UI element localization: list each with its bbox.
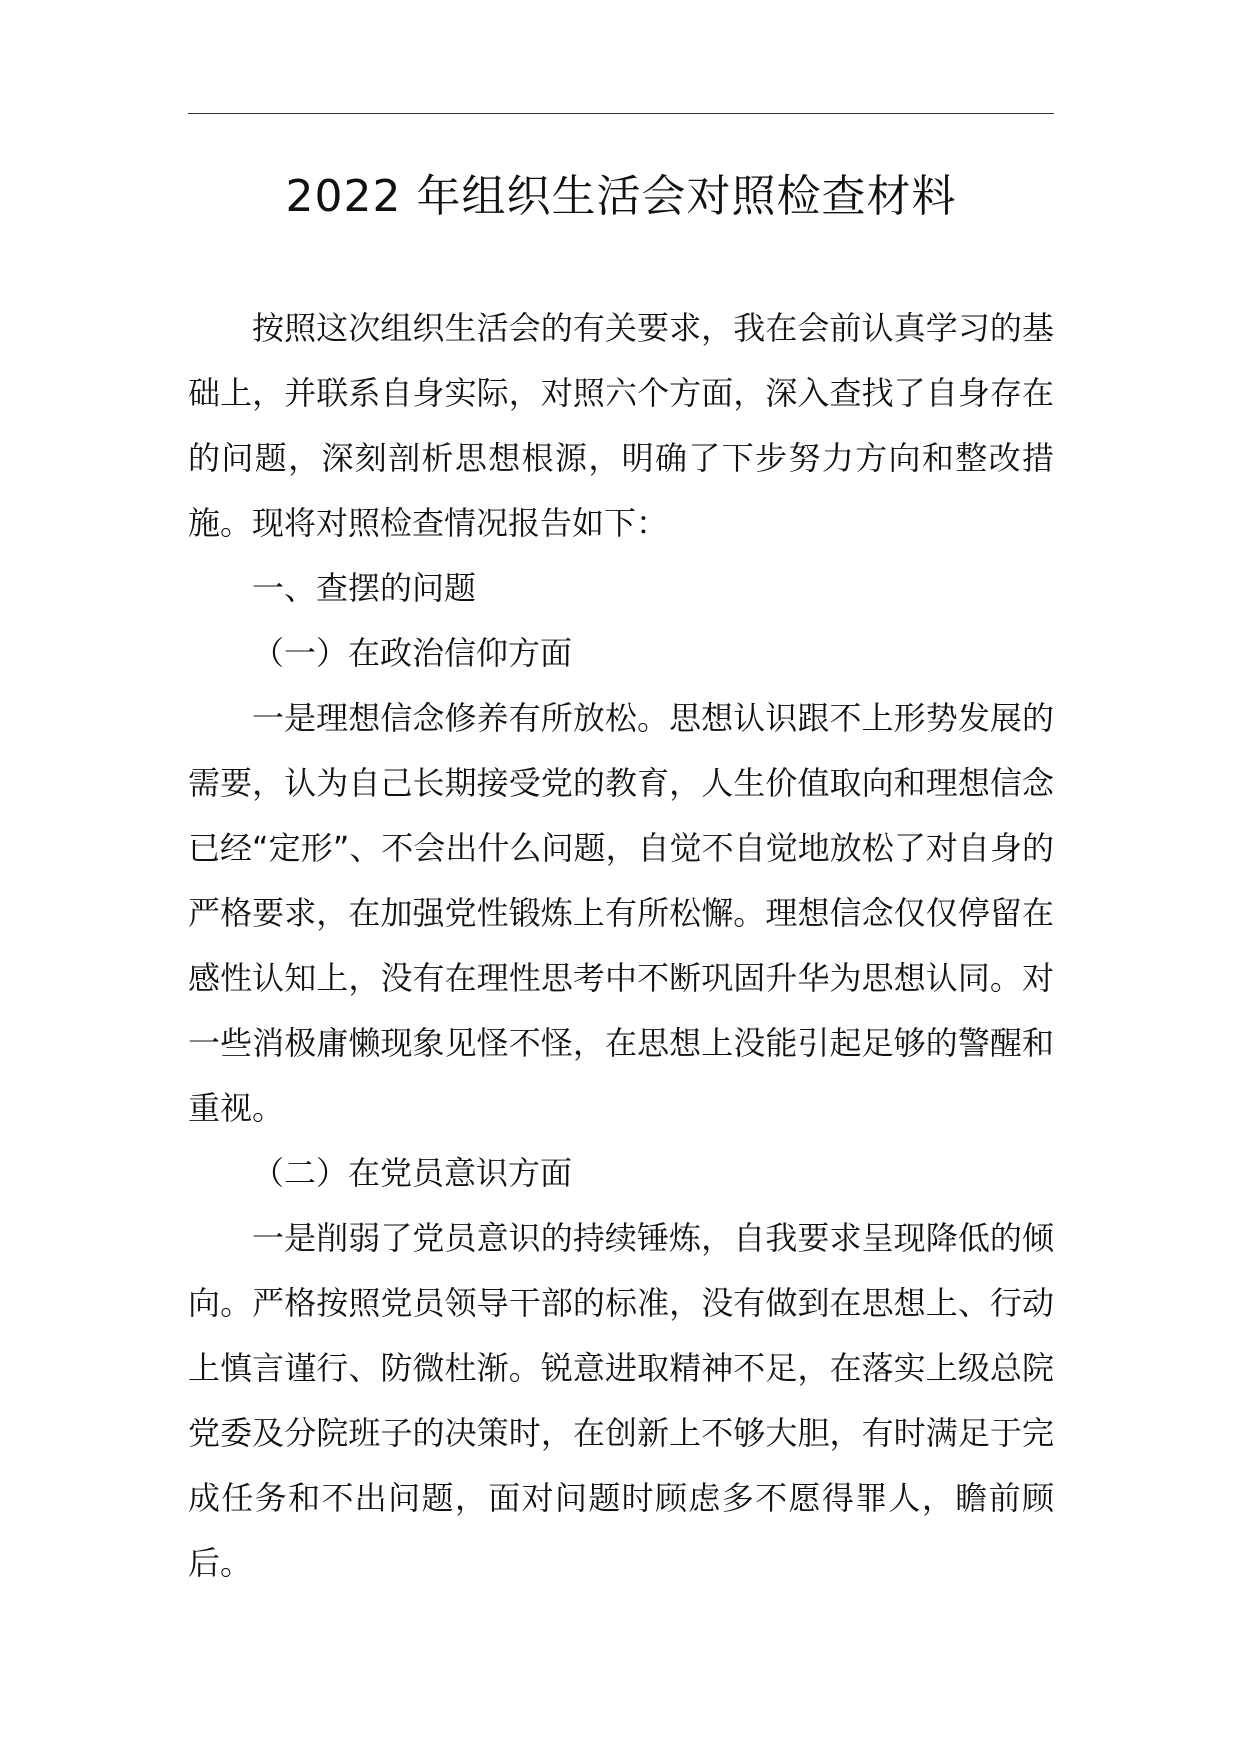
subsection-heading-party-awareness: （二）在党员意识方面 — [252, 1154, 573, 1192]
paragraph-party-awareness: 一是削弱了党员意识的持续锤炼，自我要求呈现降低的倾向。严格按照党员领导干部的标准，没有做到在思想上、行动上慎言谨行、防微杜渐。锐意进取精神不足，在落实上级总院党委及分院班子的决策时，在创新上不够大胆，有时满足于完成任务和不出问题，面对问题时顾虑多不愿得罪人，瞻前顾后。 — [188, 1219, 1054, 1582]
document-title: 2022 年组织生活会对照检查材料 — [285, 171, 957, 222]
subsection-heading-political-belief: （一）在政治信仰方面 — [252, 634, 573, 672]
document-body — [188, 296, 1054, 1596]
intro-paragraph: 按照这次组织生活会的有关要求，我在会前认真学习的基础上，并联系自身实际，对照六个方面，深入查找了自身存在的问题，深刻剖析思想根源，明确了下步努力方向和整改措施。现将对照检查情况报告如下： — [188, 309, 1054, 542]
header-rule — [188, 113, 1054, 114]
paragraph-political-belief: 一是理想信念修养有所放松。思想认识跟不上形势发展的需要，认为自己长期接受党的教育，人生价值取向和理想信念已经“定形”、不会出什么问题，自觉不自觉地放松了对自身的严格要求，在加强党性锻炼上有所松懈。理想信念仅仅停留在感性认知上，没有在理性思考中不断巩固升华为思想认同。对一些消极庸懒现象见怪不怪，在思想上没能引起足够的警醒和重视。 — [188, 699, 1054, 1127]
section-heading-problems: 一、查摆的问题 — [252, 569, 477, 607]
